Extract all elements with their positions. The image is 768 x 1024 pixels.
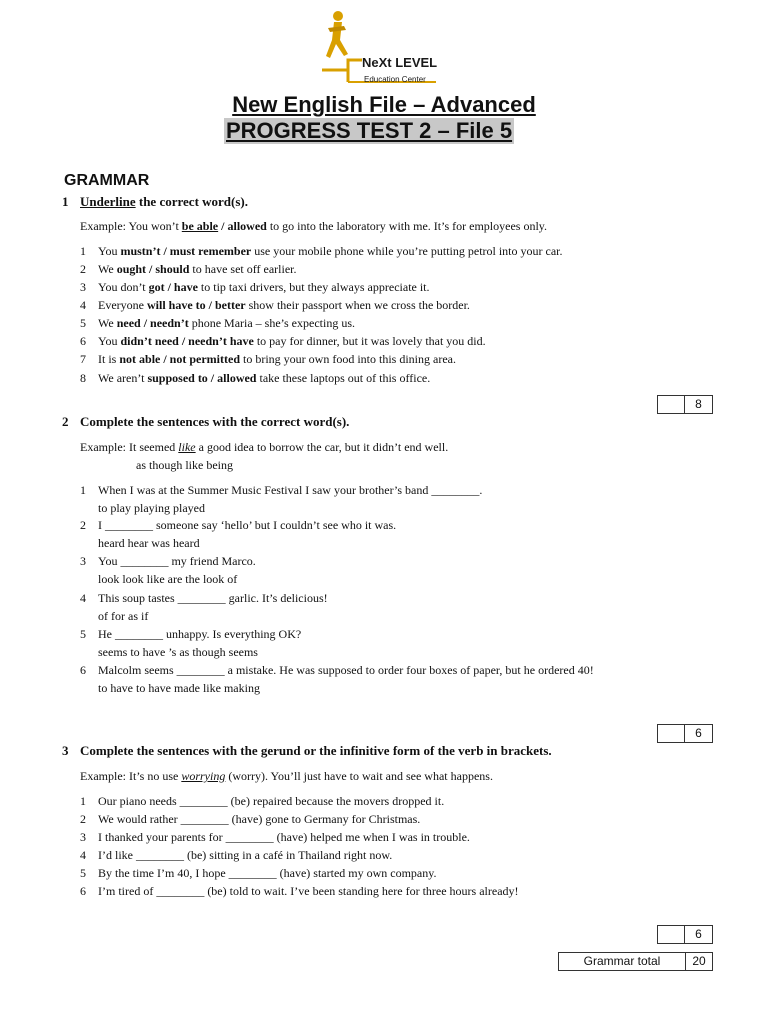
logo-brand-text: NeXt LEVEL	[362, 55, 438, 70]
item-text: We aren’t	[98, 371, 148, 385]
item-text: You ________ my friend Marco.	[98, 554, 256, 568]
item-text: to tip taxi drivers, but they always appreciate it.	[197, 280, 430, 294]
item-text: By the time I’m 40, I hope ________ (have) started my own company.	[98, 866, 437, 880]
item-number: 6	[80, 663, 86, 677]
item-number: 5	[80, 866, 86, 880]
q1-number: 1	[62, 194, 69, 209]
item-choices[interactable]: not able / not permitted	[119, 352, 240, 366]
q1-item	[80, 280, 430, 295]
q2-item-options: to have to have made like making	[98, 681, 260, 695]
q3-number: 3	[62, 743, 69, 758]
example-text: It seemed	[125, 440, 179, 454]
item-text: to have set off earlier.	[189, 262, 297, 276]
item-text: This soup tastes ________ garlic. It’s delicious!	[98, 591, 328, 605]
q2-item	[80, 627, 301, 642]
example-text: (worry). You’ll just have to wait and see what happens.	[225, 769, 493, 783]
item-text: show their passport when we cross the border.	[245, 298, 470, 312]
item-number: 1	[80, 244, 86, 258]
q2-instruction-text: Complete the sentences with the correct word(s).	[80, 414, 350, 429]
item-text: use your mobile phone while you’re putting petrol into your car.	[251, 244, 563, 258]
q1-item	[80, 262, 296, 277]
q1-example	[80, 219, 547, 234]
title-line-2: PROGRESS TEST 2 – File 5	[226, 118, 513, 143]
q1-score-box	[657, 395, 713, 414]
q1-item	[80, 371, 430, 386]
item-choices[interactable]: will have to / better	[146, 298, 246, 312]
q1-item	[80, 316, 355, 331]
section-heading: GRAMMAR	[64, 172, 150, 189]
item-number: 8	[80, 371, 86, 385]
q2-example	[80, 440, 448, 455]
item-choices[interactable]: supposed to / allowed	[147, 371, 257, 385]
example-text: You won’t	[125, 219, 182, 233]
item-choices[interactable]: got / have	[148, 280, 198, 294]
item-number: 2	[80, 518, 86, 532]
example-answer: be able	[181, 219, 219, 233]
q3-item	[80, 812, 420, 827]
item-text: phone Maria – she’s expecting us.	[188, 316, 355, 330]
item-number: 3	[80, 554, 86, 568]
q2-item-options: heard hear was heard	[98, 536, 200, 550]
q2-item-options: look look like are the look of	[98, 572, 238, 586]
item-choices[interactable]: didn’t need / needn’t have	[120, 334, 254, 348]
q3-item	[80, 830, 470, 845]
item-number: 7	[80, 352, 86, 366]
example-text: a good idea to borrow the car, but it didn’t end well.	[195, 440, 449, 454]
item-text: It is	[98, 352, 120, 366]
q3-item	[80, 794, 444, 809]
q1-item	[80, 298, 470, 313]
item-text: He ________ unhappy. Is everything OK?	[98, 627, 302, 641]
item-number: 1	[80, 483, 86, 497]
item-choices[interactable]: mustn’t / must remember	[120, 244, 252, 258]
q1-item	[80, 244, 563, 259]
q2-score-box	[657, 724, 713, 743]
q1-instruction-rest: the correct word(s).	[135, 194, 249, 209]
score-blank[interactable]	[658, 396, 685, 413]
q2-item	[80, 591, 328, 606]
item-text: When I was at the Summer Music Festival I saw your brother’s band ________.	[98, 483, 483, 497]
title-line-1: New English File – Advanced	[232, 92, 536, 117]
q3-instruction	[62, 743, 552, 759]
item-number: 3	[80, 830, 86, 844]
q2-item	[80, 483, 482, 498]
item-choices[interactable]: ought / should	[116, 262, 190, 276]
item-text: We would rather ________ (have) gone to Germany for Christmas.	[98, 812, 421, 826]
score-value: 6	[695, 726, 702, 740]
item-number: 4	[80, 848, 86, 862]
q1-item	[80, 352, 456, 367]
item-text: I ________ someone say ‘hello’ but I couldn’t see who it was.	[98, 518, 397, 532]
item-number: 5	[80, 316, 86, 330]
item-text: Everyone	[98, 298, 147, 312]
example-answer: worrying	[181, 769, 226, 783]
q2-item-options: of for as if	[98, 609, 149, 623]
q3-instruction-text: Complete the sentences with the gerund or the infinitive form of the verb in brackets.	[80, 743, 552, 758]
example-alt: allowed	[227, 219, 267, 233]
q2-item	[80, 518, 396, 533]
q2-instruction	[62, 414, 349, 430]
q2-example-options: as though like being	[136, 458, 233, 472]
grammar-total-label: Grammar total	[559, 953, 686, 970]
item-number: 4	[80, 591, 86, 605]
item-text: You	[98, 244, 121, 258]
item-number: 2	[80, 812, 86, 826]
example-slash: /	[218, 219, 228, 233]
example-text: to go into the laboratory with me. It’s for employees only.	[266, 219, 547, 233]
example-label: Example:	[80, 769, 126, 783]
q2-item-options: to play playing played	[98, 501, 205, 515]
score-value: 6	[695, 927, 702, 941]
grammar-total-box	[558, 952, 713, 971]
item-text: I thanked your parents for ________ (have) helped me when I was in trouble.	[98, 830, 470, 844]
q1-item	[80, 334, 486, 349]
item-number: 4	[80, 298, 86, 312]
item-number: 2	[80, 262, 86, 276]
item-text: I’d like ________ (be) sitting in a café in Thailand right now.	[98, 848, 393, 862]
q3-item	[80, 884, 519, 899]
item-text: You	[98, 334, 121, 348]
score-value: 8	[695, 397, 702, 411]
item-number: 6	[80, 884, 86, 898]
item-text: to pay for dinner, but it was lovely that you did.	[253, 334, 486, 348]
item-text: Malcolm seems ________ a mistake. He was supposed to order four boxes of paper, but he ordered 40!	[98, 663, 594, 677]
q3-item	[80, 866, 436, 881]
example-label: Example:	[80, 440, 126, 454]
item-text: take these laptops out of this office.	[256, 371, 431, 385]
q2-item-options: seems to have ’s as though seems	[98, 645, 258, 659]
item-text: You don’t	[98, 280, 149, 294]
example-label: Example:	[80, 219, 126, 233]
item-text: Our piano needs ________ (be) repaired because the movers dropped it.	[98, 794, 445, 808]
item-text: to bring your own food into this dining area.	[240, 352, 456, 366]
q3-item	[80, 848, 392, 863]
item-number: 5	[80, 627, 86, 641]
item-text: We	[98, 316, 117, 330]
item-text: We	[98, 262, 117, 276]
score-blank[interactable]	[658, 926, 685, 943]
example-answer: like	[178, 440, 196, 454]
q2-item	[80, 554, 256, 569]
grammar-total-value: 20	[692, 954, 706, 968]
item-number: 6	[80, 334, 86, 348]
item-choices[interactable]: need / needn’t	[116, 316, 189, 330]
q2-number: 2	[62, 414, 69, 429]
logo-sub-text: Education Center	[364, 75, 426, 84]
item-number: 1	[80, 794, 86, 808]
item-text: I’m tired of ________ (be) told to wait. I’ve been standing here for three hours already!	[98, 884, 519, 898]
q3-score-box	[657, 925, 713, 944]
q2-item	[80, 663, 594, 678]
q1-instruction-underline: Underline	[80, 194, 136, 209]
example-text: It’s no use	[125, 769, 182, 783]
q1-instruction	[62, 194, 248, 210]
item-number: 3	[80, 280, 86, 294]
q3-example	[80, 769, 493, 784]
score-blank[interactable]	[658, 725, 685, 742]
